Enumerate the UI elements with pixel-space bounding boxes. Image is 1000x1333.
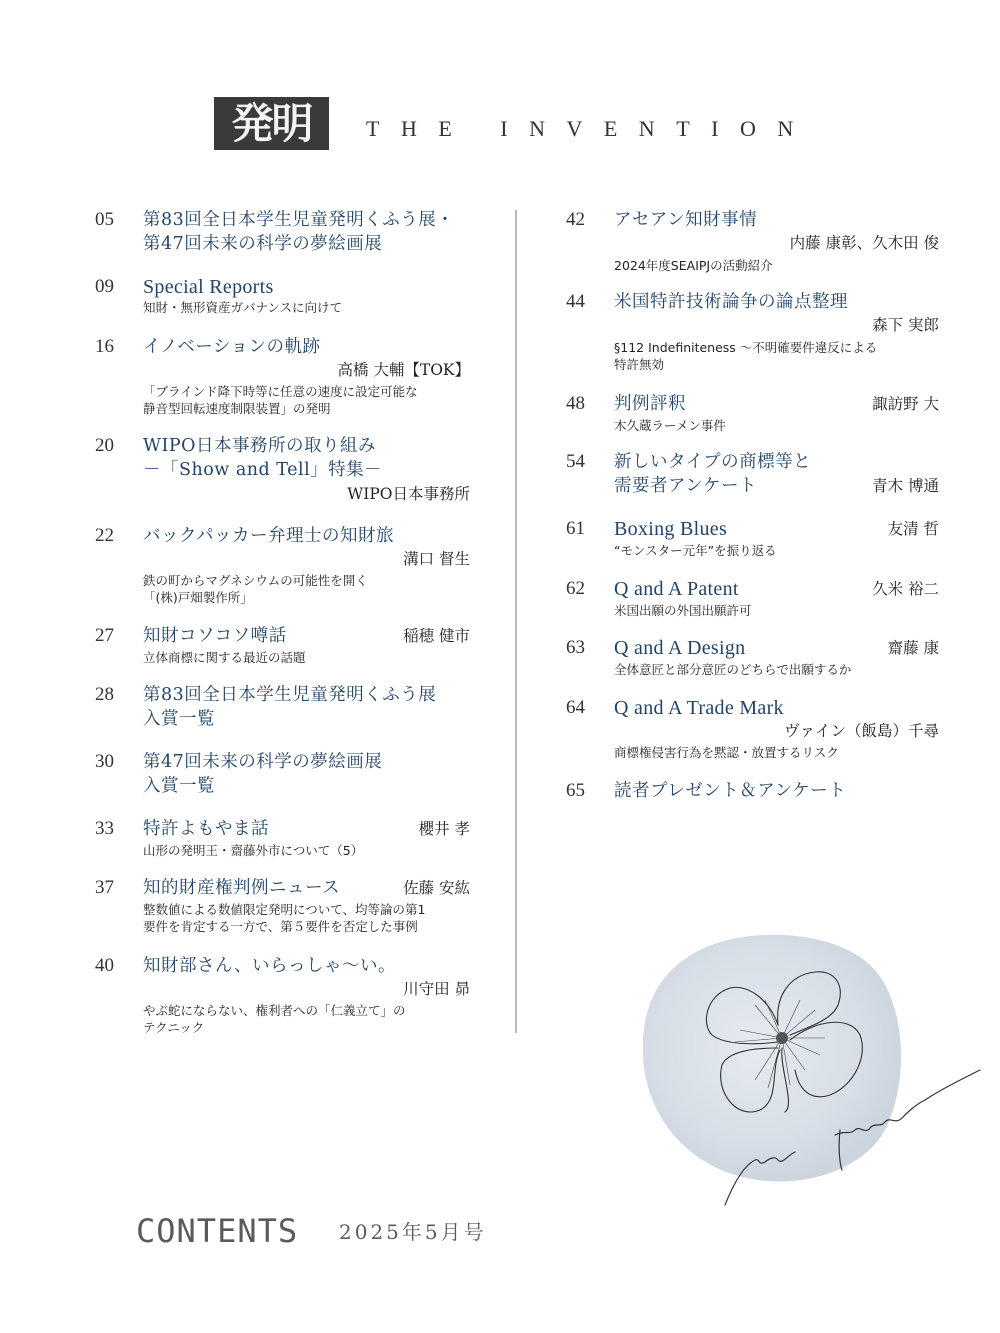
magazine-logo bbox=[214, 97, 329, 150]
entry-author: 櫻井 孝 bbox=[418, 820, 470, 838]
logo-text: 発明 bbox=[231, 98, 312, 148]
entry-subtitle: やぶ蛇にならない、権利者への「仁義立て」の bbox=[143, 1003, 406, 1018]
magazine-title-en: THE INVENTION bbox=[366, 116, 815, 141]
page-number: 63 bbox=[566, 637, 585, 658]
entry-subtitle: 木久蔵ラーメン事件 bbox=[614, 418, 726, 433]
entry-subtitle: 鉄の町からマグネシウムの可能性を開く bbox=[143, 573, 368, 588]
entry-subtitle: テクニック bbox=[143, 1020, 205, 1035]
flower-illustration-icon bbox=[640, 930, 1000, 1220]
page-number: 48 bbox=[566, 393, 585, 414]
entry-author: 森下 実郎 bbox=[872, 316, 939, 334]
toc-entry[interactable] bbox=[95, 524, 470, 609]
page-number: 05 bbox=[95, 209, 114, 230]
entry-title: 第83回全日本学生児童発明くふう展 bbox=[143, 685, 437, 705]
issue-date: 2025年5月号 bbox=[339, 1220, 487, 1244]
entry-title: Q and A Design bbox=[614, 637, 746, 659]
toc-entry[interactable] bbox=[95, 434, 470, 506]
entry-author: 友清 哲 bbox=[887, 520, 939, 538]
page-number: 22 bbox=[95, 525, 114, 546]
entry-author: 齋藤 康 bbox=[887, 639, 939, 657]
page-number: 54 bbox=[566, 451, 585, 472]
entry-title: 入賞一覧 bbox=[143, 709, 215, 729]
entry-subtitle: 要件を肯定する一方で、第５要件を否定した事例 bbox=[143, 919, 418, 934]
toc-entry[interactable] bbox=[566, 450, 939, 500]
entry-title: Boxing Blues bbox=[614, 518, 728, 540]
entry-author: 青木 博通 bbox=[872, 477, 939, 495]
page-number: 37 bbox=[95, 877, 114, 898]
toc-entry[interactable] bbox=[566, 208, 939, 273]
entry-title: 知財部さん、いらっしゃ〜い。 bbox=[143, 956, 397, 976]
toc-entry[interactable] bbox=[95, 954, 470, 1039]
page-number: 09 bbox=[95, 276, 114, 297]
entry-author: 久米 裕二 bbox=[872, 580, 939, 598]
entry-title: 判例評釈 bbox=[614, 394, 686, 414]
entry-author: 溝口 督生 bbox=[403, 550, 470, 568]
entry-subtitle: 山形の発明王・齋藤外市について（5） bbox=[143, 843, 364, 858]
page-number: 64 bbox=[566, 697, 585, 718]
toc-entry[interactable] bbox=[566, 696, 939, 761]
entry-title: Q and A Patent bbox=[614, 578, 739, 600]
entry-subtitle: 商標権侵害行為を黙認・放置するリスク bbox=[614, 745, 839, 760]
page-number: 27 bbox=[95, 625, 114, 646]
entry-title: －「Show and Tell」特集－ bbox=[143, 460, 383, 480]
entry-subtitle: 整数値による数値限定発明について、均等論の第1 bbox=[143, 902, 426, 917]
page-number: 44 bbox=[566, 291, 585, 312]
page-number: 40 bbox=[95, 955, 114, 976]
entry-author: 稲穂 健市 bbox=[403, 627, 470, 645]
toc-entry[interactable] bbox=[566, 392, 939, 437]
entry-subtitle: 特許無効 bbox=[614, 357, 665, 372]
entry-title: 特許よもやま話 bbox=[143, 819, 269, 839]
page-number: 61 bbox=[566, 518, 585, 539]
entry-title: バックパッカー弁理士の知財旅 bbox=[143, 526, 394, 546]
toc-entry[interactable] bbox=[95, 275, 470, 320]
entry-author: WIPO日本事務所 bbox=[347, 485, 470, 503]
toc-entry[interactable] bbox=[566, 577, 939, 622]
toc-entry[interactable] bbox=[95, 817, 470, 862]
entry-subtitle: 「(株)戸畑製作所」 bbox=[143, 590, 253, 605]
entry-title: Q and A Trade Mark bbox=[614, 697, 784, 719]
entry-subtitle: “モンスター元年”を振り返る bbox=[614, 543, 777, 558]
entry-subtitle: 静音型回転速度制限装置」の発明 bbox=[143, 401, 331, 416]
column-divider bbox=[515, 210, 517, 1033]
entry-title: 第83回全日本学生児童発明くふう展・ bbox=[143, 210, 455, 230]
entry-title: 需要者アンケート bbox=[614, 476, 757, 496]
page-number: 28 bbox=[95, 684, 114, 705]
entry-author: 高橋 大輔【TOK】 bbox=[337, 361, 470, 379]
entry-author: 佐藤 安紘 bbox=[403, 879, 470, 897]
page-number: 62 bbox=[566, 578, 585, 599]
toc-entry[interactable] bbox=[95, 208, 470, 260]
entry-title: 第47回未来の科学の夢絵画展 bbox=[143, 234, 383, 254]
entry-title: 知的財産権判例ニュース bbox=[143, 878, 341, 898]
page-number: 33 bbox=[95, 818, 114, 839]
entry-title: イノベーションの軌跡 bbox=[143, 337, 321, 357]
entry-subtitle: 米国出願の外国出願許可 bbox=[614, 603, 752, 618]
entry-title: 新しいタイプの商標等と bbox=[614, 452, 812, 472]
toc-entry[interactable] bbox=[95, 335, 470, 420]
entry-title: 米国特許技術論争の論点整理 bbox=[614, 292, 848, 312]
entry-title: アセアン知財事情 bbox=[614, 210, 758, 230]
page-number: 16 bbox=[95, 336, 114, 357]
page-number: 30 bbox=[95, 751, 114, 772]
page-number: 42 bbox=[566, 209, 585, 230]
entry-subtitle: 「ブラインド降下時等に任意の速度に設定可能な bbox=[143, 384, 418, 399]
entry-subtitle: 全体意匠と部分意匠のどちらで出願するか bbox=[614, 662, 852, 677]
entry-author: 諏訪野 大 bbox=[872, 395, 939, 413]
entry-title: 第47回未来の科学の夢絵画展 bbox=[143, 752, 383, 772]
entry-title: 入賞一覧 bbox=[143, 776, 215, 796]
entry-author: 川守田 昴 bbox=[403, 980, 470, 998]
entry-title: WIPO日本事務所の取り組み bbox=[143, 436, 377, 456]
toc-entry[interactable] bbox=[95, 750, 470, 800]
page-number: 20 bbox=[95, 435, 114, 456]
entry-subtitle: 立体商標に関する最近の話題 bbox=[143, 650, 306, 665]
page-number: 65 bbox=[566, 780, 585, 801]
entry-title: 読者プレゼント＆アンケート bbox=[614, 781, 847, 801]
entry-author: 内藤 康彰、久木田 俊 bbox=[789, 234, 939, 252]
toc-entry[interactable] bbox=[566, 779, 939, 805]
entry-subtitle: 知財・無形資産ガバナンスに向けて bbox=[143, 300, 343, 315]
entry-title: Special Reports bbox=[143, 276, 274, 298]
contents-heading: CONTENTS bbox=[136, 1212, 299, 1250]
toc-entry[interactable] bbox=[95, 624, 470, 669]
toc-entry[interactable] bbox=[566, 290, 939, 375]
entry-title: 知財コソコソ噂話 bbox=[143, 626, 287, 646]
entry-subtitle: §112 Indefiniteness 〜不明確要件違反による bbox=[614, 340, 878, 355]
toc-entry[interactable] bbox=[95, 683, 470, 733]
toc-entry[interactable] bbox=[95, 876, 470, 941]
toc-entry[interactable] bbox=[566, 517, 939, 562]
entry-subtitle: 2024年度SEAIPJの活動紹介 bbox=[614, 258, 773, 273]
toc-entry[interactable] bbox=[566, 636, 939, 681]
entry-author: ヴァイン（飯島）千尋 bbox=[784, 722, 939, 740]
